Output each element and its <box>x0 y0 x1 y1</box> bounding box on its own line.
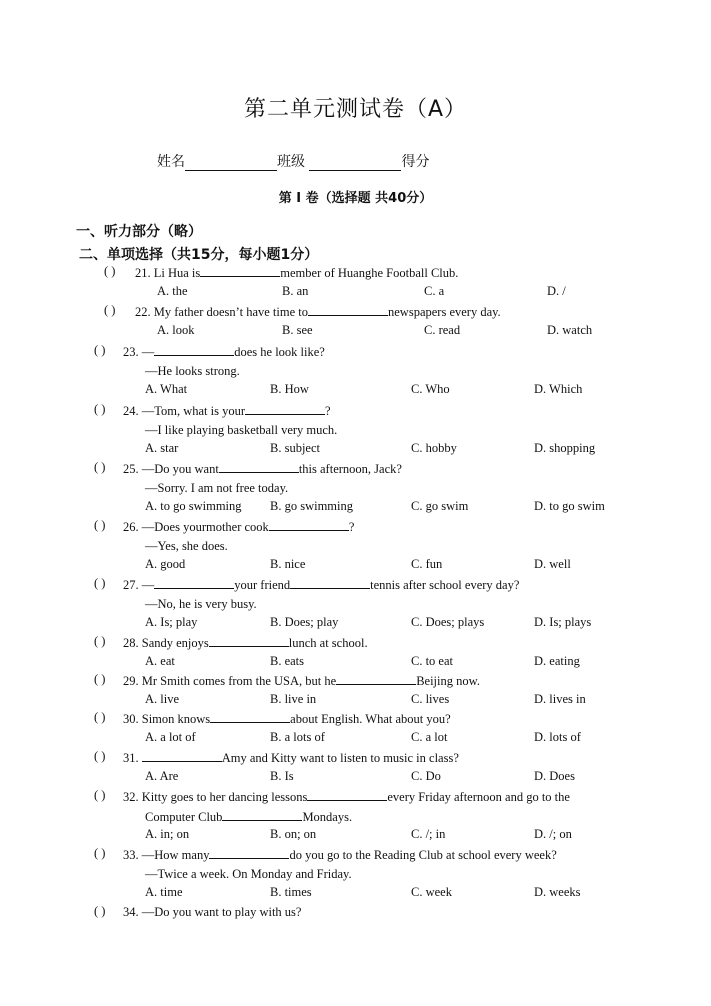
question-text: —I like playing basketball very much. <box>145 422 338 437</box>
question-text: —Tom, what is your <box>141 404 246 418</box>
option-a: A. good <box>145 557 186 571</box>
option-a: A. the <box>157 283 188 298</box>
fill-blank <box>200 264 280 277</box>
question-text: about English. What about you? <box>290 712 451 726</box>
option-c: C. a lot <box>411 729 448 744</box>
fill-blank <box>209 846 289 859</box>
question-text: this afternoon, Jack? <box>298 462 402 476</box>
answer-paren[interactable]: ( ) <box>94 749 106 763</box>
answer-paren[interactable]: ( ) <box>104 303 116 317</box>
option-b: B. Does; play <box>270 615 339 629</box>
fill-blank <box>245 402 325 415</box>
option-b: B. subject <box>270 441 320 455</box>
question-text: every Friday afternoon and go to the <box>387 790 570 804</box>
question-text: Amy and Kitty want to listen to music in class? <box>221 751 459 765</box>
question-text: your friend <box>234 578 291 592</box>
name-label: 姓名 <box>157 154 185 170</box>
option-a: A. Is; play <box>145 615 198 629</box>
option-d: D. watch <box>547 322 593 337</box>
question-number: 24. <box>123 404 139 418</box>
question-text: Mondays. <box>302 809 353 824</box>
option-a: A. time <box>145 885 183 899</box>
question-text: member of Huanghe Football Club. <box>280 266 459 280</box>
option-a: A. What <box>145 382 188 396</box>
option-c: C. Do <box>411 768 441 783</box>
question-text: — <box>141 345 155 359</box>
fill-blank <box>154 576 234 589</box>
question-number: 26. <box>123 520 139 534</box>
fill-blank <box>336 672 416 685</box>
question-text: —Does yourmother cook <box>141 520 269 534</box>
question-stem <box>123 672 480 689</box>
part-title: 第 I 卷（选择题 共40分） <box>278 191 433 206</box>
question-stem <box>123 518 354 535</box>
option-c: C. go swim <box>411 499 469 513</box>
answer-paren[interactable]: ( ) <box>94 846 106 860</box>
question-number: 32. <box>123 790 139 804</box>
question-line <box>145 866 352 882</box>
option-b: B. go swimming <box>270 499 353 513</box>
question-number: 33. <box>123 848 139 862</box>
question-text: —Do you want to play with us? <box>141 905 302 919</box>
question-number: 25. <box>123 462 139 476</box>
option-c: C. week <box>411 885 452 899</box>
option-c: C. Does; plays <box>411 615 485 629</box>
option-b: B. see <box>282 322 313 337</box>
option-a: A. live <box>145 691 180 706</box>
score-label: 得分 <box>401 154 430 170</box>
option-a: A. Are <box>145 768 179 783</box>
option-d: D. weeks <box>534 885 581 899</box>
option-b: B. times <box>270 885 312 899</box>
question-text: newspapers every day. <box>388 305 501 319</box>
fill-blank <box>290 576 370 589</box>
question-text: Sandy enjoys <box>141 636 209 650</box>
answer-paren[interactable]: ( ) <box>94 904 106 918</box>
question-text: Kitty goes to her dancing lessons <box>141 790 308 804</box>
question-text: —How many <box>141 848 210 862</box>
fill-blank <box>209 634 289 647</box>
option-d: D. Is; plays <box>534 615 592 629</box>
question-text: Li Hua is <box>153 266 201 280</box>
answer-paren[interactable]: ( ) <box>94 788 106 802</box>
option-b: B. eats <box>270 653 305 668</box>
option-b: B. How <box>270 382 309 396</box>
option-c: C. hobby <box>411 441 457 455</box>
question-line <box>145 480 288 496</box>
question-text: Simon knows <box>141 712 211 726</box>
fill-blank <box>210 710 290 723</box>
page-title: 第二单元测试卷（A） <box>243 97 468 122</box>
question-text: Beijing now. <box>416 674 480 688</box>
answer-paren[interactable]: ( ) <box>94 518 106 532</box>
option-a: A. star <box>145 441 179 455</box>
option-c: C. read <box>424 322 461 337</box>
option-d: D. to go swim <box>534 499 605 513</box>
name-blank <box>185 156 277 171</box>
question-stem <box>123 343 325 360</box>
answer-paren[interactable]: ( ) <box>94 710 106 724</box>
option-d: D. Which <box>534 382 583 396</box>
option-c: C. to eat <box>411 653 454 668</box>
fill-blank <box>154 343 234 356</box>
fill-blank <box>307 788 387 801</box>
answer-paren[interactable]: ( ) <box>94 672 106 686</box>
question-stem <box>123 710 451 727</box>
question-text: —Sorry. I am not free today. <box>145 480 289 495</box>
option-d: D. well <box>534 557 571 571</box>
fill-blank <box>269 518 349 531</box>
option-b: B. nice <box>270 557 306 571</box>
option-a: A. eat <box>145 653 175 668</box>
student-info-line <box>157 151 429 171</box>
question-stem <box>123 634 368 651</box>
question-text: do you go to the Reading Club at school every week? <box>289 848 557 862</box>
option-b: B. a lots of <box>270 729 325 744</box>
answer-paren[interactable]: ( ) <box>94 576 106 590</box>
question-stem <box>123 402 331 419</box>
option-a: A. a lot of <box>145 729 196 744</box>
option-a: A. in; on <box>145 827 190 841</box>
option-d: D. lives in <box>534 691 586 706</box>
option-c: C. /; in <box>411 827 446 841</box>
question-text: —Twice a week. On Monday and Friday. <box>145 866 352 881</box>
question-text: ? <box>325 404 331 418</box>
question-text: tennis after school every day? <box>370 578 520 592</box>
option-d: D. / <box>547 283 566 298</box>
question-stem <box>123 846 557 863</box>
answer-paren[interactable]: ( ) <box>94 634 106 648</box>
question-stem <box>123 788 570 805</box>
question-number: 31. <box>123 751 139 765</box>
class-label: 班级 <box>277 154 305 170</box>
answer-paren[interactable]: ( ) <box>104 264 116 278</box>
answer-paren[interactable]: ( ) <box>94 343 106 357</box>
option-d: D. shopping <box>534 441 596 455</box>
option-b: B. live in <box>270 691 317 706</box>
option-a: A. look <box>157 322 195 337</box>
question-line <box>145 596 257 612</box>
question-stem <box>123 749 459 766</box>
question-text: ? <box>348 520 355 534</box>
fill-blank <box>308 303 388 316</box>
question-line <box>145 808 352 825</box>
option-b: B. an <box>282 283 309 298</box>
question-number: 22. <box>135 305 151 319</box>
section-listening: 一、听力部分（略） <box>76 224 202 240</box>
question-line <box>145 538 228 554</box>
question-text: —Do you want <box>141 462 219 476</box>
answer-paren[interactable]: ( ) <box>94 402 106 416</box>
question-stem <box>123 460 402 477</box>
question-text: —He looks strong. <box>145 363 240 378</box>
question-stem <box>123 904 301 920</box>
option-d: D. lots of <box>534 729 581 744</box>
question-number: 34. <box>123 905 139 919</box>
option-c: C. a <box>424 283 445 298</box>
question-text: — <box>141 578 155 592</box>
question-number: 29. <box>123 674 139 688</box>
question-text: —No, he is very busy. <box>145 596 257 611</box>
question-text: My father doesn’t have time to <box>153 305 308 319</box>
question-text: Computer Club <box>145 809 223 824</box>
option-c: C. Who <box>411 382 450 396</box>
option-d: D. Does <box>534 768 575 783</box>
question-text: —Yes, she does. <box>145 538 228 553</box>
question-line <box>145 363 240 379</box>
option-d: D. /; on <box>534 827 572 841</box>
question-text: lunch at school. <box>288 636 368 650</box>
option-b: B. Is <box>270 768 294 783</box>
section-single-choice: 二、单项选择（共15分，每小题1分） <box>79 247 319 263</box>
option-a: A. to go swimming <box>145 499 242 513</box>
option-c: C. fun <box>411 557 443 571</box>
question-stem <box>135 264 458 281</box>
question-text: does he look like? <box>234 345 325 359</box>
question-stem <box>123 576 519 593</box>
question-line <box>145 422 337 438</box>
option-b: B. on; on <box>270 827 317 841</box>
question-number: 23. <box>123 345 139 359</box>
question-number: 21. <box>135 266 151 280</box>
class-blank <box>309 156 401 171</box>
question-number: 27. <box>123 578 139 592</box>
option-c: C. lives <box>411 691 450 706</box>
question-stem <box>135 303 501 320</box>
question-number: 30. <box>123 712 139 726</box>
fill-blank <box>222 808 302 821</box>
answer-paren[interactable]: ( ) <box>94 460 106 474</box>
question-text: Mr Smith comes from the USA, but he <box>141 674 337 688</box>
fill-blank <box>142 749 222 762</box>
option-d: D. eating <box>534 653 580 668</box>
fill-blank <box>219 460 299 473</box>
question-number: 28. <box>123 636 139 650</box>
